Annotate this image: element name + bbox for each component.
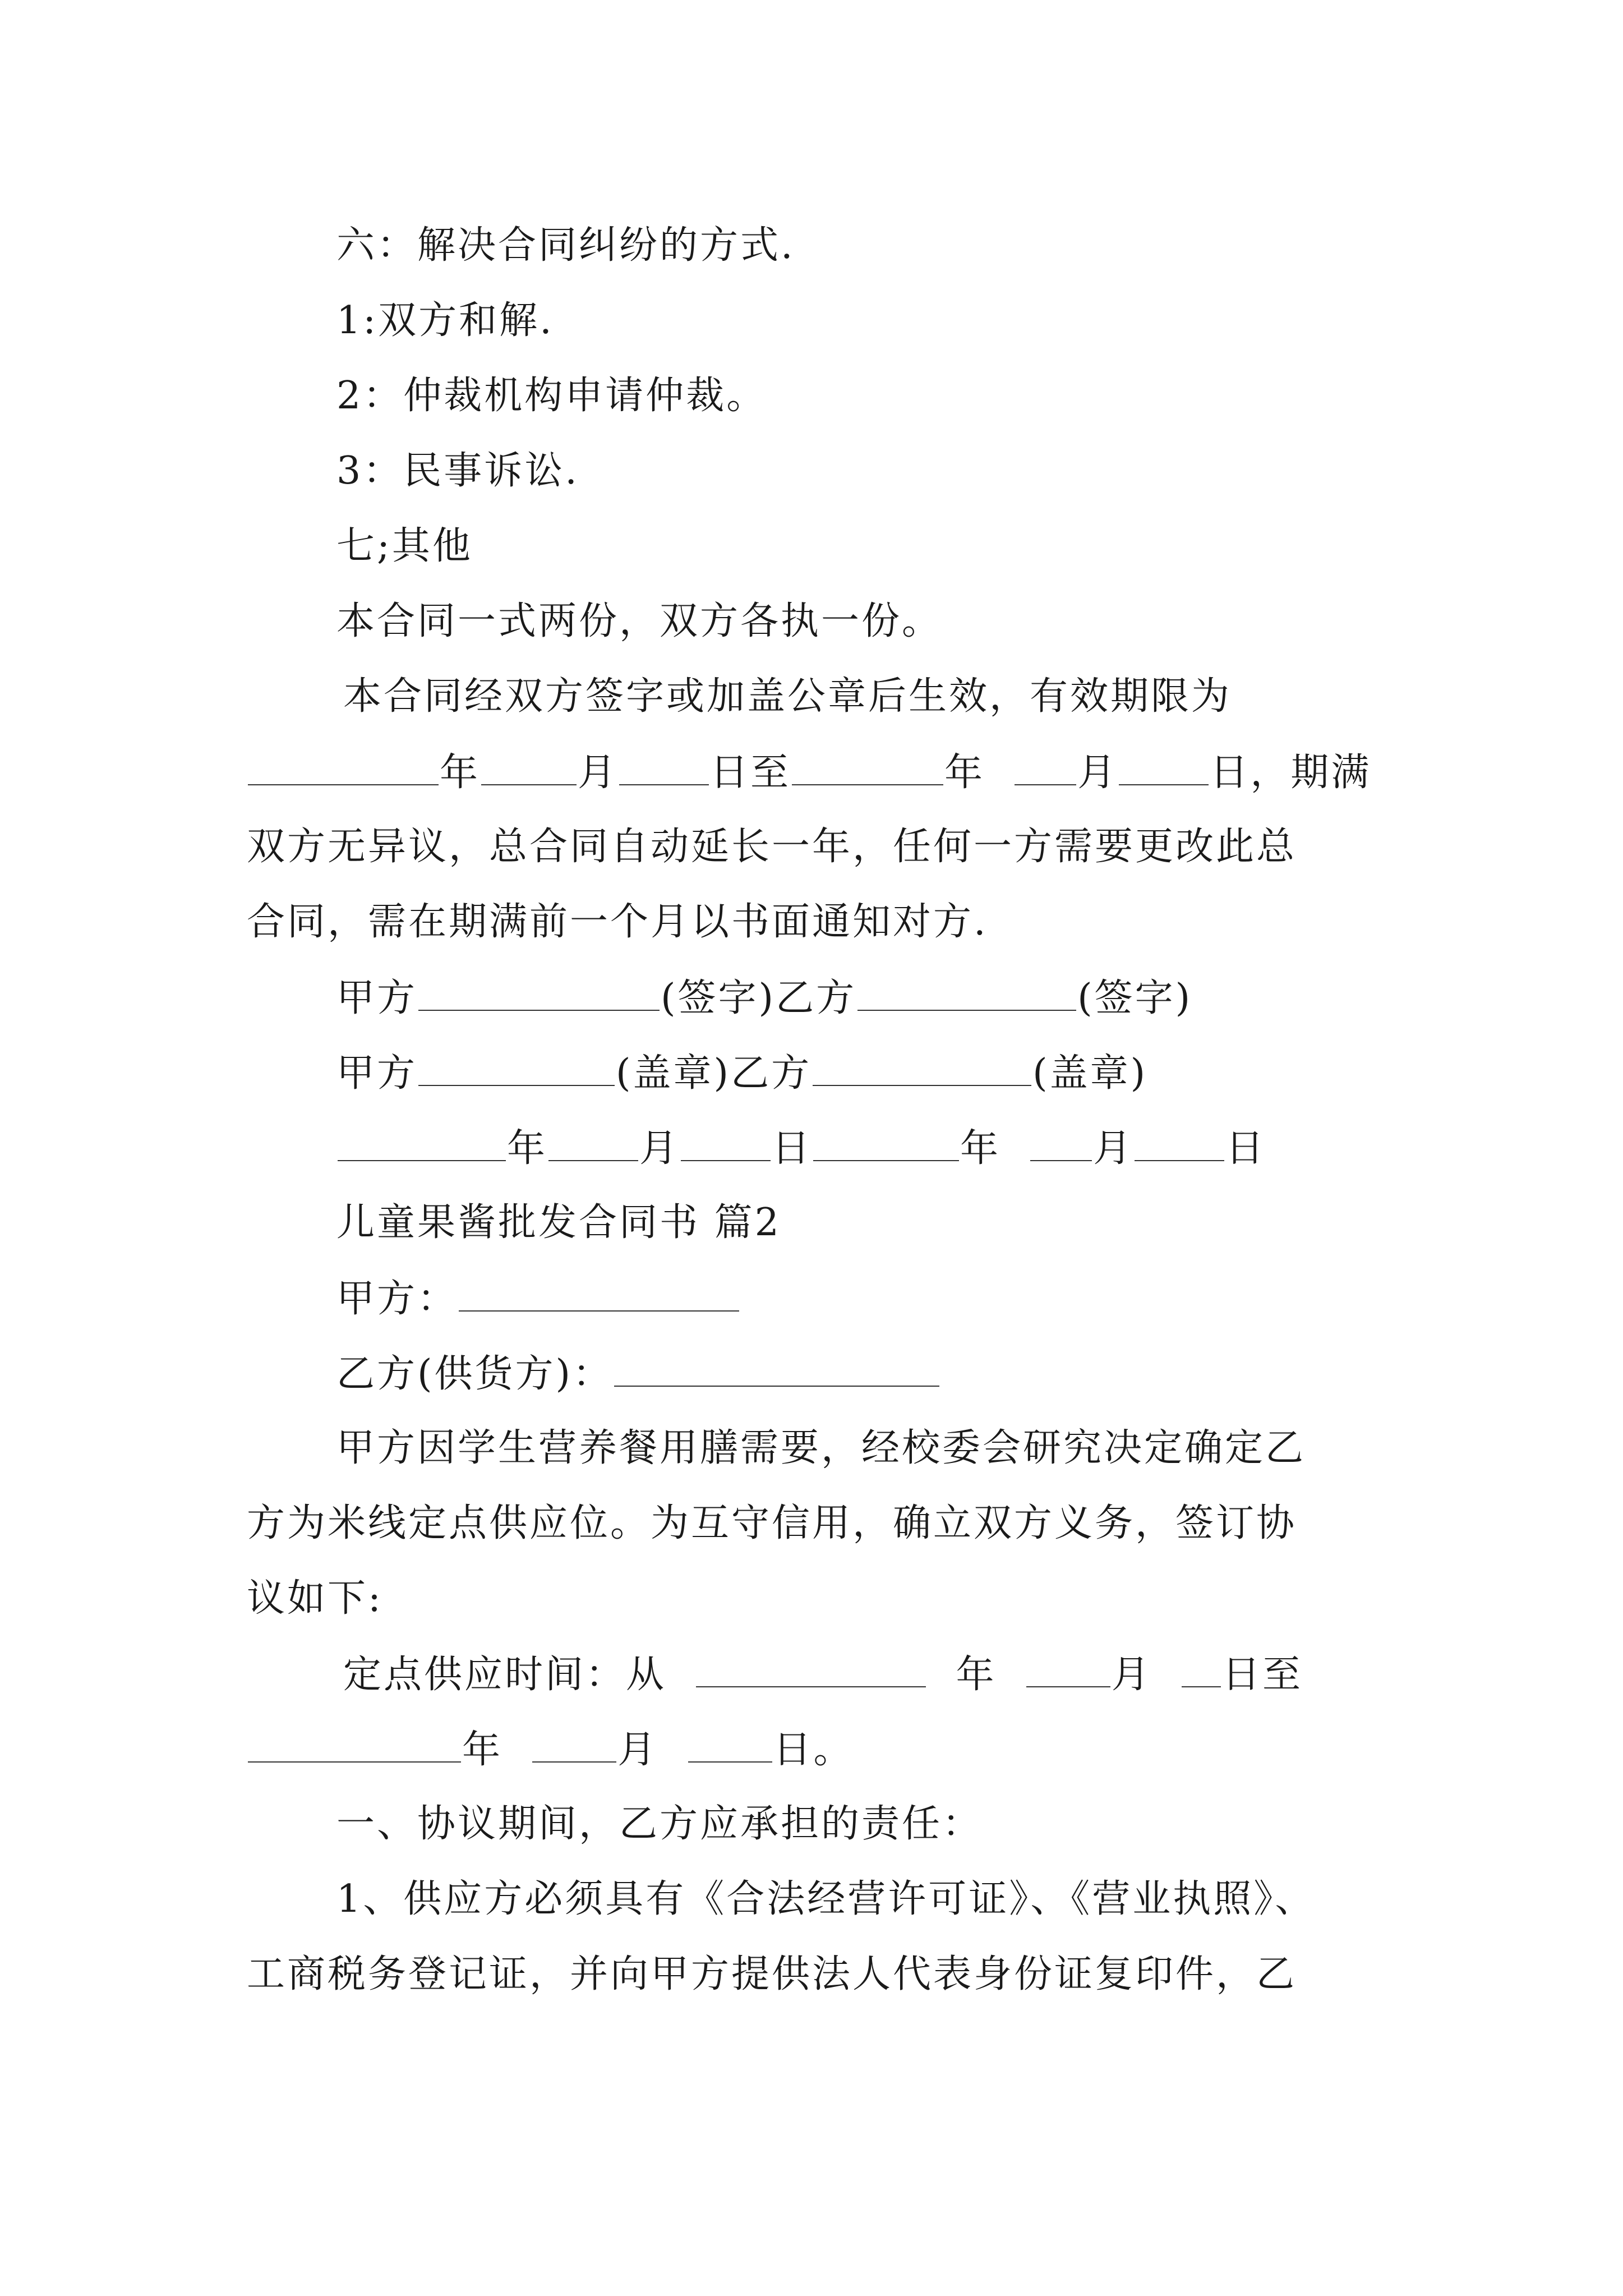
label-end-year: 年	[944, 751, 985, 795]
blank-sign-day-a[interactable]	[681, 1125, 771, 1161]
label-to-year: 年	[462, 1728, 503, 1772]
supply-period-line	[343, 1651, 1482, 1696]
party-a-name-blank[interactable]	[459, 1276, 739, 1312]
copies-clause: 本合同一式两份，双方各执一份。	[336, 599, 943, 643]
label-to-day: 日。	[773, 1728, 854, 1772]
seal-suffix: (盖章)	[1032, 1051, 1148, 1096]
signature-line	[336, 975, 1475, 1020]
party-b-sign-label: (签字)乙方	[661, 976, 857, 1020]
blank-from-year[interactable]	[696, 1651, 926, 1687]
label-year-b: 年	[960, 1126, 1001, 1171]
party-b-name-blank[interactable]	[614, 1351, 939, 1387]
label-day-to: 日至	[710, 751, 791, 795]
label-end-month: 月	[1077, 751, 1118, 795]
label-from-month: 月	[1111, 1653, 1152, 1697]
blank-end-month[interactable]	[1015, 749, 1076, 785]
section-six-heading: 六：解决合同纠纷的方式.	[336, 223, 795, 268]
party-b-seal-label: (盖章)乙方	[616, 1051, 812, 1096]
blank-to-day[interactable]	[688, 1727, 772, 1763]
label-year-a: 年	[507, 1126, 548, 1171]
label-from-day: 日至	[1221, 1653, 1303, 1697]
preamble-line-1: 甲方因学生营养餐用膳需要，经校委会研究决定确定乙	[336, 1426, 1306, 1470]
blank-sign-day-b[interactable]	[1135, 1125, 1224, 1161]
blank-sign-month-a[interactable]	[548, 1125, 638, 1161]
party-b-line	[336, 1351, 1475, 1396]
signature-suffix: (签字)	[1077, 976, 1193, 1020]
renewal-clause: 双方无异议，总合同自动延长一年，任何一方需要更改此总	[247, 825, 1297, 869]
party-b-label: 乙方(供货方)：	[336, 1352, 614, 1396]
contract-title-part-2: 儿童果酱批发合同书 篇2	[336, 1200, 781, 1245]
blank-day[interactable]	[619, 749, 709, 785]
blank-from-day[interactable]	[1182, 1651, 1221, 1687]
label-to-month: 月	[617, 1728, 658, 1772]
preamble-line-3: 议如下:	[247, 1576, 383, 1621]
dispute-option-1: 1:双方和解.	[336, 298, 554, 343]
blank-sign-month-b[interactable]	[1030, 1125, 1092, 1161]
party-a-line	[336, 1276, 1475, 1320]
seal-line	[336, 1050, 1475, 1095]
party-b-signature-blank[interactable]	[857, 975, 1076, 1011]
blank-to-year[interactable]	[248, 1727, 461, 1763]
label-month-b: 月	[1093, 1126, 1134, 1171]
blank-sign-year-a[interactable]	[338, 1125, 506, 1161]
party-a-seal-blank[interactable]	[418, 1050, 615, 1086]
obligation-1-line-1: 1、供应方必须具有《合法经营许可证》、《营业执照》、	[336, 1877, 1316, 1921]
party-a-label: 甲方	[336, 1051, 418, 1096]
label-day-b: 日	[1225, 1126, 1266, 1171]
party-b-seal-blank[interactable]	[813, 1050, 1031, 1086]
sign-date-line	[336, 1125, 1475, 1170]
label-from-year: 年	[956, 1653, 997, 1697]
dispute-option-3: 3：民事诉讼.	[336, 449, 579, 493]
preamble-line-2: 方为米线定点供应位。为互守信用，确立双方义务，签订协	[247, 1501, 1297, 1545]
blank-year[interactable]	[248, 749, 439, 785]
supply-from-label: 定点供应时间：从	[343, 1653, 667, 1697]
party-a-label: 甲方：	[336, 1277, 458, 1321]
label-month-a: 月	[639, 1126, 680, 1171]
party-a-label: 甲方	[336, 976, 418, 1020]
obligations-heading: 一、协议期间，乙方应承担的责任：	[336, 1802, 983, 1846]
blank-end-year[interactable]	[792, 749, 943, 785]
obligation-1-line-2: 工商税务登记证，并向甲方提供法人代表身份证复印件，乙	[247, 1952, 1297, 1996]
blank-month[interactable]	[481, 749, 577, 785]
label-month: 月	[578, 751, 619, 795]
supply-end-line	[247, 1727, 1385, 1772]
label-day-a: 日	[772, 1126, 813, 1171]
blank-sign-year-b[interactable]	[813, 1125, 959, 1161]
dispute-option-2: 2：仲裁机构申请仲裁。	[336, 374, 767, 418]
party-a-signature-blank[interactable]	[418, 975, 660, 1011]
section-seven-heading: 七;其他	[336, 524, 473, 568]
blank-end-day[interactable]	[1119, 749, 1209, 785]
notice-clause: 合同，需在期满前一个月以书面通知对方.	[247, 900, 988, 944]
label-end-day: 日，期满	[1210, 751, 1372, 795]
label-year: 年	[440, 751, 481, 795]
validity-date-line	[247, 749, 1385, 794]
validity-clause: 本合同经双方签字或加盖公章后生效，有效期限为	[343, 674, 1232, 719]
blank-from-month[interactable]	[1026, 1651, 1110, 1687]
blank-to-month[interactable]	[532, 1727, 616, 1763]
